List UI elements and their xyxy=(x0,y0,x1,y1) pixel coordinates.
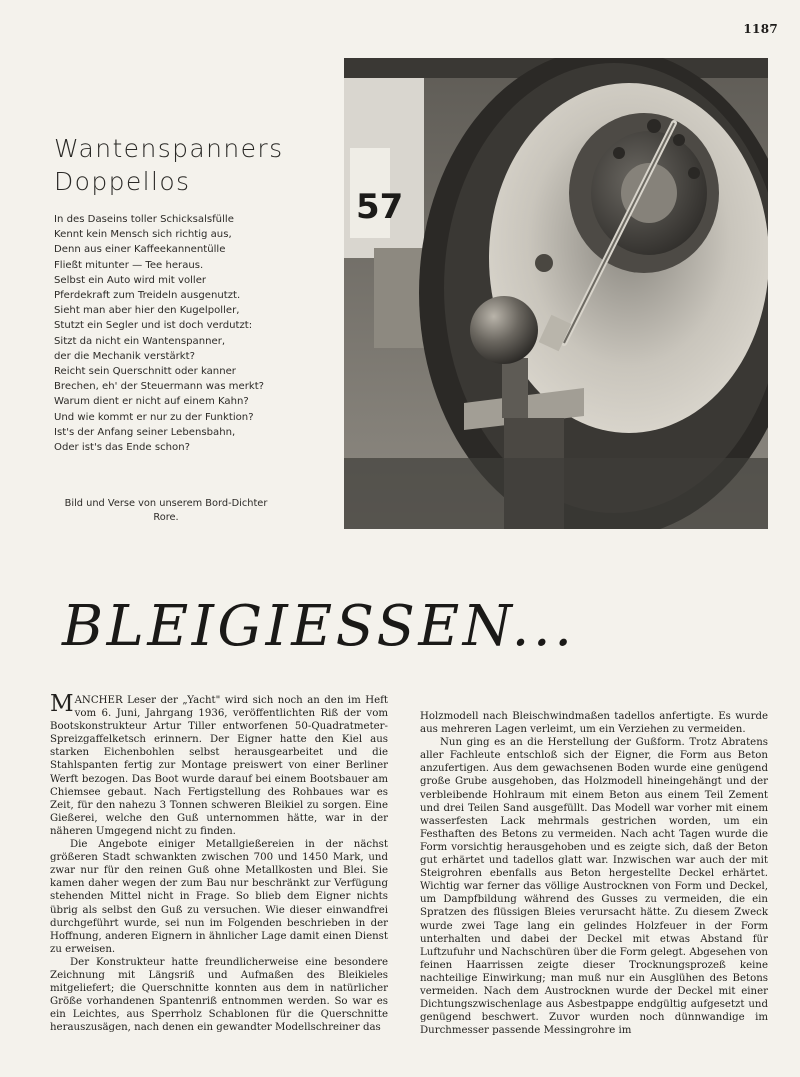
article-column-right xyxy=(420,710,768,1037)
article-paragraph: Holzmodell nach Bleischwindmaßen tadellos anfertigte. Es wurde aus mehreren Lagen verleimt, um ein Verziehen zu vermeiden. xyxy=(420,711,768,736)
poem-block xyxy=(54,132,336,455)
poem-line: Fließt mitunter — Tee heraus. xyxy=(54,259,204,271)
page-number: 1187 xyxy=(743,22,778,36)
poem-line: Reicht sein Querschnitt oder kanner xyxy=(54,366,236,378)
poem-verses xyxy=(54,212,336,455)
poem-title-line-1: Wantenspanners xyxy=(54,134,284,163)
poem-line: Brechen, eh' der Steuermann was merkt? xyxy=(54,381,265,393)
poem-line: Kennt kein Mensch sich richtig aus, xyxy=(54,229,232,241)
poem-line: Warum dient er nicht auf einem Kahn? xyxy=(54,396,249,408)
poem-line: Und wie kommt er nur zu der Funktion? xyxy=(54,411,254,423)
poem-line: In des Daseins toller Schicksalsfülle xyxy=(54,214,234,225)
poem-line: Selbst ein Auto wird mit voller xyxy=(54,274,207,286)
photo-credit-line-2: Rore. xyxy=(153,512,179,523)
plate-number: 57 xyxy=(356,187,404,227)
photo-credit-line-1: Bild und Verse von unserem Bord-Dichter xyxy=(64,498,268,509)
poem-line: Sitzt da nicht ein Wantenspanner, xyxy=(54,335,226,347)
poem-line: Sieht man aber hier den Kugelpoller, xyxy=(54,305,240,317)
poem-title xyxy=(54,132,336,198)
poem-line: der die Mechanik verstärkt? xyxy=(54,350,195,362)
wheel-photo xyxy=(344,58,768,529)
article-headline: BLEIGIESSEN... xyxy=(62,594,576,659)
poem-line: Pferdekraft zum Treideln ausgenutzt. xyxy=(54,290,241,302)
paragraph-text: ANCHER Leser der „Yacht" wird sich noch an den im Heft vom 6. Juni, Jahrgang 1936, veröffentlichten Riß der vom Bootskonstrukteur Artur Tiller entworfenen 50-Quadratmeter-Spreizgaffelketsch erinnern. Der Eigner hatte den Kiel aus starken Eichenbohlen selbst herausgearbeitet und die Stahlspanten fertig zur Montage preiswert von einer Berliner Werft bezogen. Das Boot wurde darauf bei einem Bootsbauer am Chiemsee gebaut. Nach Fertigstellung des Rohbaues war es Zeit, für den nahezu 3 Tonnen schweren Bleikiel zu sorgen. Eine Gießerei, welche den Guß unternommen hätte, war in der näheren Umgegend nicht zu finden. xyxy=(50,695,388,837)
poem-line: Stutzt ein Segler und ist doch verdutzt: xyxy=(54,320,253,332)
article-paragraph: Der Konstrukteur hatte freundlicherweise eine besondere Zeichnung mit Längsriß und Aufmaßen des Bleikieles mitgeliefert; die Querschnitte konnten aus dem in natürlicher Größe vorhandenen Spantenriß entnommen werden. So war es ein Leichtes, aus Sperrholz Schablonen für die Querschnitte herauszusägen, nach denen ein gewandter Modellschreiner das xyxy=(50,956,388,1034)
poem-line: Denn aus einer Kaffeekannentülle xyxy=(54,244,226,256)
article-column-left xyxy=(50,691,388,1034)
article-paragraph: Die Angebote einiger Metallgießereien in der nächst größeren Stadt schwankten zwischen 700 und 1450 Mark, und zwar nur für den reinen Guß ohne Metallkosten und Blei. Sie kamen daher wegen der zum Bau nur beschränkt zur Verfügung stehenden Mittel nicht in Frage. So blieb dem Eigner nichts übrig als selbst den Guß zu versuchen. Wie dieser einwandfrei durchgeführt wurde, sei nun im Folgenden beschrieben in der Hoffnung, anderen Eignern in ähnlicher Lage damit einen Dienst zu erweisen. xyxy=(50,839,388,955)
poem-line: Ist's der Anfang seiner Lebensbahn, xyxy=(54,426,236,438)
poem-title-line-2: Doppellos xyxy=(54,167,191,196)
drop-cap: M xyxy=(50,691,74,717)
article-paragraph: Nun ging es an die Herstellung der Gußform. Trotz Abratens aller Fachleute entschloß sich der Eigner, die Form aus Beton anzufertigen. Aus dem gewachsenen Boden wurde eine genügend große Grube ausgehoben, das Holzmodell hineingehängt und der verbleibende Hohlraum mit einem Beton aus einem Teil Zement und drei Teilen Sand ausgefüllt. Das Modell war vorher mit einem wasserfesten Lack mehrmals gestrichen worden, um ein Festhaften des Betons zu vermeiden. Nach acht Tagen wurde die Form vorsichtig herausgehoben und es zeigte sich, daß der Beton gut erhärtet und tadellos glatt war. Inzwischen war auch der mit Steigrohren ebenfalls aus Beton hergestellte Deckel erhärtet. Wichtig war ferner das völlige Austrocknen von Form und Deckel, um Dampfbildung während des Gusses zu vermeiden, die ein Spratzen des flüssigen Bleies verursacht hätte. Zu diesem Zweck wurde zwei Tage lang ein gelindes Holzfeuer in der Form unterhalten und dabei der Deckel mit etwas Abstand für Luftzufuhr und Nachschüren über die Form gelegt. Abgesehen von feinen Haarrissen zeigte dieser Trocknungsprozeß keine nachteilige Einwirkung; man muß nur ein Ausglühen des Betons vermeiden. Nach dem Austrocknen wurde der Deckel mit einer Dichtungszwischenlage aus Asbestpappe endgültig aufgesetzt und genügend beschwert. Zuvor wurden noch dünnwandige im Durchmesser passende Messingrohre im xyxy=(420,737,768,1037)
article-paragraph xyxy=(50,691,388,838)
poem-line: Oder ist's das Ende schon? xyxy=(54,442,190,454)
wheel-turnbuckle-illustration xyxy=(344,58,768,529)
photo-credit xyxy=(50,497,282,525)
